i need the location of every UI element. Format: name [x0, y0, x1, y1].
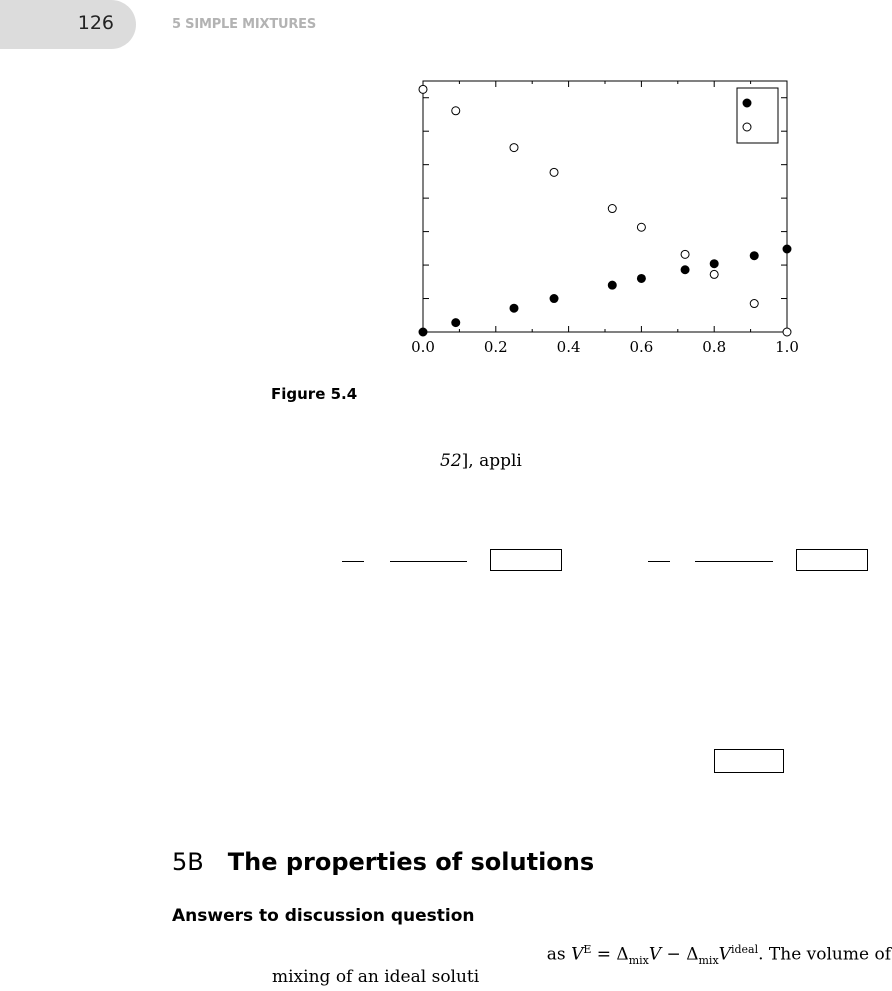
- body-text-line: [515, 943, 891, 967]
- body-text-line: mixing of an ideal soluti: [272, 967, 480, 987]
- citation-fragment: [440, 451, 522, 471]
- data-point-filled: [608, 281, 616, 289]
- plot-frame: [423, 81, 787, 332]
- data-point-filled: [637, 274, 645, 282]
- data-point-filled: [710, 260, 718, 268]
- subscript-mix: mix: [698, 954, 719, 968]
- section-title: The properties of solutions: [227, 848, 595, 876]
- x-tick-label: 0.0: [411, 338, 435, 356]
- symbol-V: V: [648, 944, 662, 965]
- x-tick-label: 0.8: [702, 338, 727, 356]
- data-point-filled: [452, 319, 460, 327]
- section-heading: [172, 848, 594, 876]
- legend-marker-filled: [743, 99, 751, 107]
- equation-fraction-bar: [695, 561, 773, 562]
- figure-scatter-plot: [0, 0, 892, 380]
- data-point-open: [783, 328, 791, 336]
- data-point-filled: [419, 328, 427, 336]
- subscript-mix: mix: [628, 954, 649, 968]
- citation-number: 52: [440, 451, 462, 471]
- data-point-open: [750, 300, 758, 308]
- legend-marker-open: [743, 123, 751, 131]
- equation-fraction-bar: [648, 561, 670, 562]
- section-number: 5B: [172, 848, 204, 876]
- equation-box: [714, 749, 784, 773]
- x-tick-label: 1.0: [775, 338, 799, 356]
- data-point-open: [419, 85, 427, 93]
- data-point-open: [608, 205, 616, 213]
- x-tick-label: 0.4: [556, 338, 581, 356]
- equation-box: [490, 549, 562, 571]
- data-point-filled: [550, 295, 558, 303]
- subheading: Answers to discussion question: [172, 906, 475, 926]
- data-point-open: [550, 168, 558, 176]
- equation-fraction-bar: [342, 561, 364, 562]
- text-run: as: [546, 944, 572, 965]
- data-point-open: [452, 107, 460, 115]
- text-run: . The volume of: [758, 944, 891, 965]
- text-run: = Δ: [591, 944, 629, 965]
- data-point-open: [710, 270, 718, 278]
- data-point-open: [681, 250, 689, 258]
- data-point-filled: [681, 266, 689, 274]
- symbol-V: V: [571, 944, 584, 965]
- equation-box: [796, 549, 868, 571]
- superscript-E: E: [583, 943, 592, 956]
- superscript-ideal: ideal: [730, 943, 759, 956]
- running-head: 5 SIMPLE MIXTURES: [172, 17, 316, 32]
- text-run: − Δ: [661, 944, 699, 965]
- page-number: 126: [77, 12, 114, 34]
- data-point-filled: [783, 245, 791, 253]
- data-point-open: [510, 144, 518, 152]
- x-tick-label: 0.6: [629, 338, 654, 356]
- equation-fraction-bar: [390, 561, 467, 562]
- data-point-filled: [510, 304, 518, 312]
- figure-caption: Figure 5.4: [271, 385, 358, 403]
- data-point-filled: [750, 252, 758, 260]
- legend-box: [737, 88, 778, 143]
- data-point-open: [637, 223, 645, 231]
- x-tick-label: 0.2: [483, 338, 508, 356]
- citation-rest: ], appli: [461, 451, 522, 471]
- symbol-V: V: [718, 944, 731, 965]
